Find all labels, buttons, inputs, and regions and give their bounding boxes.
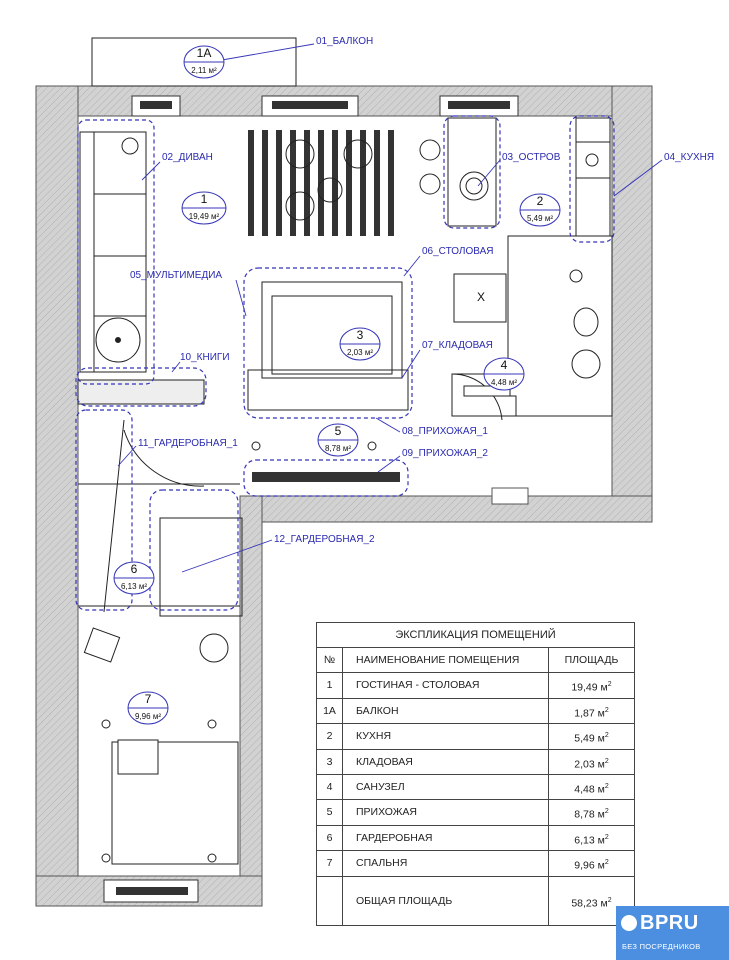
table-row: 1А БАЛКОН 1,87 $м^2$ (317, 699, 634, 724)
zone-label-hallway-1: 08_ПРИХОЖАЯ_1 (402, 426, 488, 437)
wall-left (36, 86, 78, 886)
kitchen (420, 118, 610, 236)
table-row: 6 ГАРДЕРОБНАЯ 6,13 $м^2$ (317, 826, 634, 851)
wall-bedroom-right (240, 496, 262, 886)
svg-text:2,11 м²: 2,11 м² (191, 66, 217, 75)
room-marker-2 (520, 194, 560, 226)
header-name: НАИМЕНОВАНИЕ ПОМЕЩЕНИЯ (343, 648, 549, 672)
svg-text:4,48 м²: 4,48 м² (491, 378, 517, 387)
table-row: 4 САНУЗЕЛ 4,48 $м^2$ (317, 775, 634, 800)
table-row: 3 КЛАДОВАЯ 2,03 $м^2$ (317, 750, 634, 775)
svg-text:6: 6 (130, 562, 138, 576)
room-marker-4 (484, 358, 524, 390)
fixture-mark: Х (477, 290, 486, 304)
zone-label-dining: 06_СТОЛОВАЯ (422, 246, 494, 257)
bedroom-furniture (84, 628, 238, 864)
wall-corridor-bottom (240, 496, 652, 522)
svg-text:9,96 м²: 9,96 м² (135, 712, 161, 721)
table-row: 1 ГОСТИНАЯ - СТОЛОВАЯ 19,49 $м^2$ (317, 673, 634, 698)
zone-label-sofa: 02_ДИВАН (162, 152, 213, 163)
room-marker-3 (340, 328, 380, 360)
zone-label-balcony: 01_БАЛКОН (316, 36, 374, 47)
svg-text:5,49 м²: 5,49 м² (527, 214, 553, 223)
logo-tagline: БЕЗ ПОСРЕДНИКОВ (622, 942, 701, 951)
table-row: 5 ПРИХОЖАЯ 8,78 $м^2$ (317, 800, 634, 825)
zone-label-books: 10_КНИГИ (180, 352, 230, 363)
total-area: 58,23 $м^2$ (571, 896, 612, 910)
zone-label-hallway-2: 09_ПРИХОЖАЯ_2 (402, 448, 488, 459)
bathroom-fixtures (570, 270, 600, 378)
zone-label-pantry: 07_КЛАДОВАЯ (422, 340, 493, 351)
bpru-logo[interactable] (616, 906, 729, 960)
header-area: ПЛОЩАДЬ (564, 654, 619, 666)
zone-label-multimedia: 05_МУЛЬТИМЕДИА (130, 270, 223, 281)
dining-slats (248, 130, 394, 236)
room-marker-7 (128, 692, 168, 724)
svg-text:5: 5 (334, 424, 342, 438)
svg-text:6,13 м²: 6,13 м² (121, 582, 147, 591)
table-total-row (317, 877, 634, 925)
svg-text:1: 1 (200, 192, 208, 206)
svg-text:3: 3 (356, 328, 364, 342)
table-title: ЭКСПЛИКАЦИЯ ПОМЕЩЕНИЙ (317, 623, 634, 648)
room-marker-5 (318, 424, 358, 456)
zone-label-wardrobe-1: 11_ГАРДЕРОБНАЯ_1 (138, 438, 238, 449)
header-number: № (317, 648, 343, 672)
table-row: 7 СПАЛЬНЯ 9,96 $м^2$ (317, 851, 634, 876)
logo-brand: BPRU (640, 912, 699, 934)
svg-text:2,03 м²: 2,03 м² (347, 348, 373, 357)
room-marker-6 (114, 562, 154, 594)
table-header (317, 648, 634, 673)
hallway-console (252, 472, 400, 482)
room-marker-1 (182, 192, 226, 224)
svg-text:1A: 1A (196, 46, 212, 60)
svg-text:7: 7 (144, 692, 152, 706)
svg-text:8,78 м²: 8,78 м² (325, 444, 351, 453)
total-label: ОБЩАЯ ПЛОЩАДЬ (343, 877, 549, 925)
svg-text:4: 4 (500, 358, 508, 372)
explication-table (316, 622, 635, 926)
zone-label-kitchen: 04_КУХНЯ (664, 152, 715, 163)
logo-people-icon (621, 915, 637, 931)
zone-label-island: 03_ОСТРОВ (502, 152, 561, 163)
room-marker-1a (184, 46, 224, 78)
leader-lines (118, 44, 662, 572)
wall-right (612, 86, 652, 496)
svg-text:2: 2 (536, 194, 544, 208)
sofa (80, 132, 146, 372)
table-row: 2 КУХНЯ 5,49 $м^2$ (317, 724, 634, 749)
svg-text:19,49 м²: 19,49 м² (188, 212, 220, 221)
zone-label-wardrobe-2: 12_ГАРДЕРОБНАЯ_2 (274, 534, 375, 545)
